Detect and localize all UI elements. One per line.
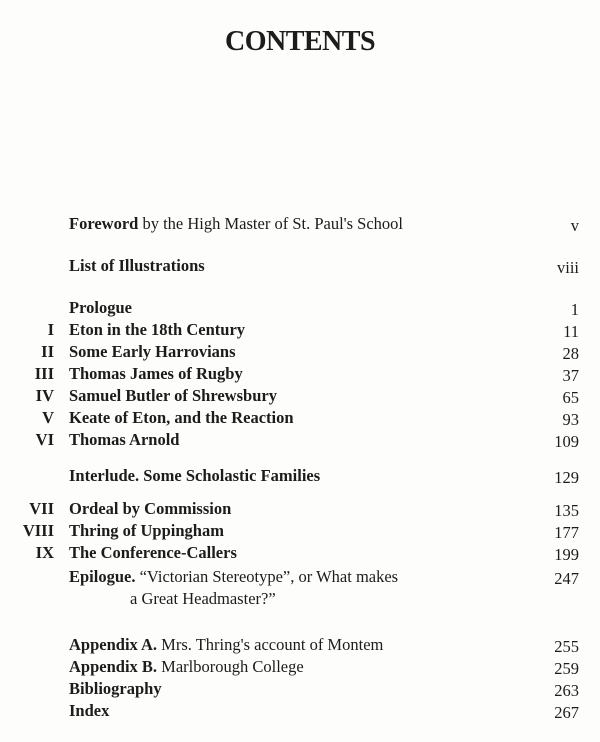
entry-title xyxy=(69,213,403,235)
entry-title-lead: Index xyxy=(69,701,110,720)
entry-title xyxy=(69,634,383,656)
toc-entry-chapter-2 xyxy=(0,341,600,363)
toc-entry-foreword xyxy=(0,213,600,235)
toc-entry-chapter-3 xyxy=(0,363,600,385)
entry-title-continued: a Great Headmaster?” xyxy=(130,589,276,608)
chapter-number: VI xyxy=(35,430,54,449)
entry-title-lead: Epilogue. xyxy=(69,567,136,586)
toc-entry-chapter-7 xyxy=(0,498,600,520)
page-number: 129 xyxy=(554,468,579,487)
page-number: 1 xyxy=(570,300,579,319)
entry-title xyxy=(69,465,320,487)
entry-title-lead: Keate of Eton, and the Reaction xyxy=(69,408,294,427)
entry-title-lead: Some Early Harrovians xyxy=(69,342,236,361)
entry-title-lead: Thring of Uppingham xyxy=(69,521,224,540)
entry-title xyxy=(69,363,243,385)
entry-title xyxy=(69,297,132,319)
entry-title xyxy=(69,542,237,564)
page-number: 255 xyxy=(554,637,579,656)
entry-title-rest: “Victorian Stereotype”, or What makes xyxy=(135,567,399,586)
entry-title xyxy=(69,407,294,429)
entry-title-lead: Foreword xyxy=(69,214,139,233)
entry-title xyxy=(69,520,224,542)
entry-title-lead: Eton in the 18th Century xyxy=(69,320,246,339)
entry-title-lead: Interlude. Some Scholastic Families xyxy=(69,466,321,485)
page-number: 11 xyxy=(563,322,579,341)
toc-entry-chapter-1 xyxy=(0,319,600,341)
toc-entry-list-of-illustrations xyxy=(0,255,600,277)
entry-title xyxy=(69,255,205,277)
page-number: viii xyxy=(556,258,579,277)
chapter-number: IV xyxy=(35,386,54,405)
page-number: 65 xyxy=(562,388,579,407)
toc-entry-prologue xyxy=(0,297,600,319)
toc-entry-epilogue xyxy=(0,566,600,610)
page-number: 259 xyxy=(554,659,579,678)
entry-title xyxy=(69,566,398,588)
page-number: 37 xyxy=(562,366,579,385)
entry-title-lead: Samuel Butler of Shrewsbury xyxy=(69,386,277,405)
toc-entry-interlude xyxy=(0,465,600,487)
toc-entry-chapter-9 xyxy=(0,542,600,564)
toc-entry-appendix-a xyxy=(0,634,600,656)
entry-title-lead: Ordeal by Commission xyxy=(69,499,232,518)
page-title: CONTENTS xyxy=(224,26,376,57)
toc-entry-bibliography xyxy=(0,678,600,700)
entry-title-lead: The Conference-Callers xyxy=(69,543,237,562)
toc-entry-chapter-5 xyxy=(0,407,600,429)
page-number: 93 xyxy=(562,410,579,429)
page-number: 199 xyxy=(554,545,579,564)
entry-title xyxy=(69,656,304,678)
page-number: 267 xyxy=(554,703,579,722)
entry-title-lead: List of Illustrations xyxy=(69,256,205,275)
page-number: 135 xyxy=(554,501,579,520)
entry-title xyxy=(69,341,236,363)
toc-entry-chapter-8 xyxy=(0,520,600,542)
toc-entry-index xyxy=(0,700,600,722)
page-number: 247 xyxy=(554,569,579,588)
entry-title-lead: Thomas James of Rugby xyxy=(69,364,243,383)
entry-title-rest: by the High Master of St. Paul's School xyxy=(138,214,404,233)
chapter-number: V xyxy=(42,408,54,427)
page-number: 177 xyxy=(554,523,579,542)
entry-title xyxy=(69,429,180,451)
entry-title-rest: Mrs. Thring's account of Montem xyxy=(157,635,384,654)
entry-title-lead: Bibliography xyxy=(69,679,162,698)
toc-entry-chapter-4 xyxy=(0,385,600,407)
chapter-number: II xyxy=(41,342,54,361)
chapter-number: I xyxy=(47,320,54,339)
page-number: 263 xyxy=(554,681,579,700)
entry-title-lead: Appendix B. xyxy=(69,657,158,676)
chapter-number: IX xyxy=(35,543,54,562)
entry-title-rest: Marlborough College xyxy=(157,657,304,676)
entry-title xyxy=(69,700,109,722)
entry-title-lead: Thomas Arnold xyxy=(69,430,180,449)
chapter-number: VII xyxy=(29,499,54,518)
entry-title-lead: Prologue xyxy=(69,298,132,317)
page-number: 109 xyxy=(554,432,579,451)
chapter-number: VIII xyxy=(22,521,54,540)
entry-title xyxy=(69,319,245,341)
entry-title-lead: Appendix A. xyxy=(69,635,158,654)
entry-title xyxy=(69,498,231,520)
entry-title xyxy=(69,678,162,700)
page-number: 28 xyxy=(562,344,579,363)
toc-entry-chapter-6 xyxy=(0,429,600,451)
toc-entry-appendix-b xyxy=(0,656,600,678)
chapter-number: III xyxy=(34,364,54,383)
entry-title xyxy=(69,385,277,407)
page-number: v xyxy=(570,216,579,235)
